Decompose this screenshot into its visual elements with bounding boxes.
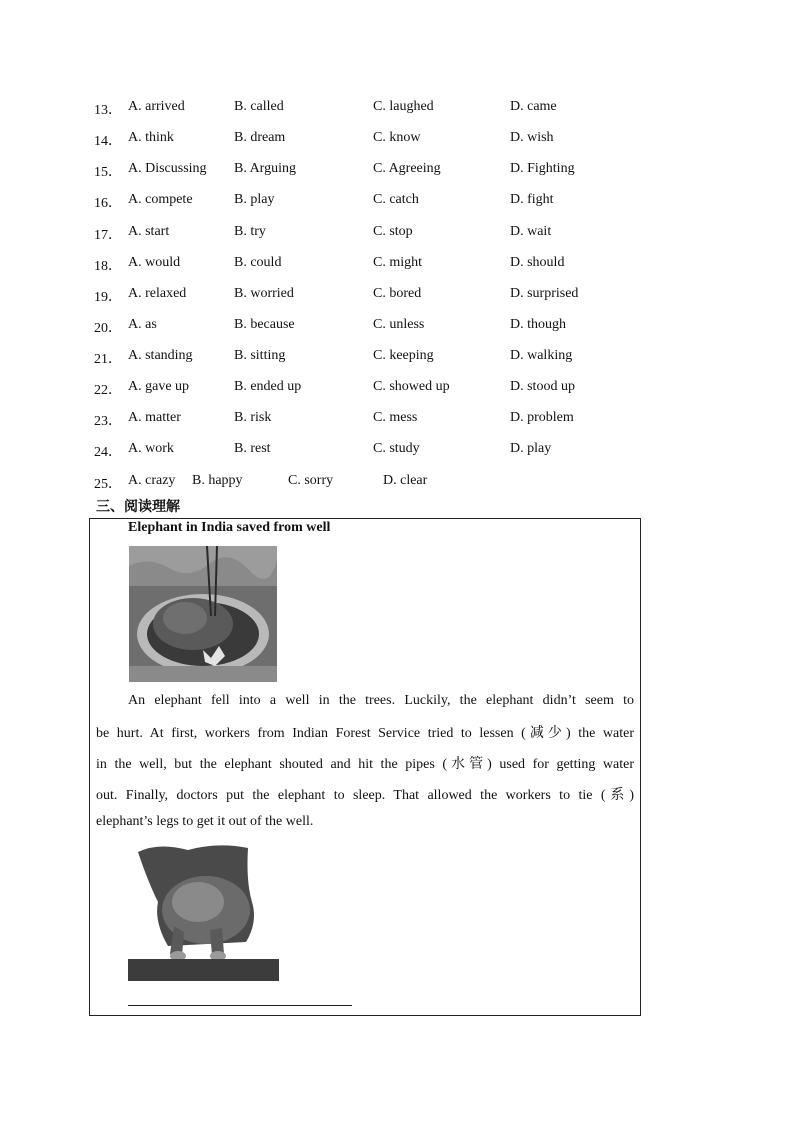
option-d: D. walking (510, 348, 573, 363)
option-a: A. matter (128, 410, 181, 425)
question-number: 20． (94, 321, 122, 336)
passage-line: An elephant fell into a well in the trees. Luckily, the elephant didn’t seem to (128, 693, 634, 708)
elephant-lifted-photo (128, 842, 279, 981)
passage-line: in the well, but the elephant shouted and hit the pipes (水管) used for getting water (96, 757, 634, 772)
passage-line: elephant’s legs to get it out of the well. (96, 814, 314, 829)
option-b: B. play (234, 192, 275, 207)
option-d: D. play (510, 441, 552, 456)
option-c: C. bored (373, 286, 422, 301)
option-a: A. think (128, 130, 174, 145)
option-c: C. stop (373, 224, 413, 239)
question-number: 15． (94, 165, 122, 180)
question-number: 25． (94, 477, 122, 492)
option-b: B. sitting (234, 348, 286, 363)
option-b: B. could (234, 255, 282, 270)
option-b: B. worried (234, 286, 294, 301)
option-d: D. came (510, 99, 557, 114)
option-c: C. unless (373, 317, 425, 332)
option-b: B. because (234, 317, 295, 332)
option-b: B. ended up (234, 379, 302, 394)
question-number: 13． (94, 103, 122, 118)
option-c: C. Agreeing (373, 161, 441, 176)
question-24 (94, 441, 614, 461)
option-b: B. Arguing (234, 161, 296, 176)
option-a: A. arrived (128, 99, 185, 114)
option-d: D. surprised (510, 286, 579, 301)
option-c: C. might (373, 255, 423, 270)
option-a: A. Discussing (128, 161, 207, 176)
question-25 (94, 473, 614, 493)
option-d: D. wait (510, 224, 552, 239)
question-20 (94, 317, 614, 337)
option-d: D. wish (510, 130, 554, 145)
option-c: C. sorry (288, 473, 334, 488)
option-c: C. study (373, 441, 420, 456)
option-b: B. risk (234, 410, 272, 425)
option-c: C. showed up (373, 379, 450, 394)
option-a: A. start (128, 224, 170, 239)
elephant-in-well-photo (129, 546, 277, 682)
option-b: B. happy (192, 473, 243, 488)
answer-line (128, 1005, 352, 1006)
option-a: A. relaxed (128, 286, 187, 301)
question-number: 22． (94, 383, 122, 398)
option-d: D. Fighting (510, 161, 575, 176)
option-a: A. would (128, 255, 181, 270)
question-number: 19． (94, 290, 122, 305)
question-15 (94, 161, 614, 181)
question-number: 24． (94, 445, 122, 460)
option-b: B. rest (234, 441, 271, 456)
question-17 (94, 224, 614, 244)
question-number: 23． (94, 414, 122, 429)
option-b: B. try (234, 224, 266, 239)
question-23 (94, 410, 614, 430)
option-a: A. crazy (128, 473, 176, 488)
question-14 (94, 130, 614, 150)
option-a: A. standing (128, 348, 193, 363)
option-a: A. compete (128, 192, 193, 207)
option-c: C. keeping (373, 348, 434, 363)
question-19 (94, 286, 614, 306)
option-c: C. know (373, 130, 421, 145)
option-a: A. work (128, 441, 174, 456)
option-d: D. stood up (510, 379, 575, 394)
passage-line: be hurt. At first, workers from Indian Forest Service tried to lessen (减少) the water (96, 726, 634, 741)
option-a: A. gave up (128, 379, 190, 394)
passage-title: Elephant in India saved from well (128, 520, 331, 535)
option-b: B. called (234, 99, 284, 114)
question-number: 21． (94, 352, 122, 367)
question-number: 14． (94, 134, 122, 149)
option-d: D. fight (510, 192, 554, 207)
question-18 (94, 255, 614, 275)
option-b: B. dream (234, 130, 286, 145)
passage-line: out. Finally, doctors put the elephant to sleep. That allowed the workers to tie (系) (96, 788, 634, 803)
option-a: A. as (128, 317, 157, 332)
question-16 (94, 192, 614, 212)
section-title: 三、阅读理解 (96, 499, 180, 515)
option-d: D. clear (383, 473, 428, 488)
question-number: 16． (94, 196, 122, 211)
option-d: D. should (510, 255, 565, 270)
option-c: C. catch (373, 192, 419, 207)
option-d: D. though (510, 317, 566, 332)
question-number: 18． (94, 259, 122, 274)
option-d: D. problem (510, 410, 574, 425)
question-21 (94, 348, 614, 368)
question-13 (94, 99, 614, 119)
option-c: C. laughed (373, 99, 434, 114)
option-c: C. mess (373, 410, 418, 425)
question-22 (94, 379, 614, 399)
question-number: 17． (94, 228, 122, 243)
